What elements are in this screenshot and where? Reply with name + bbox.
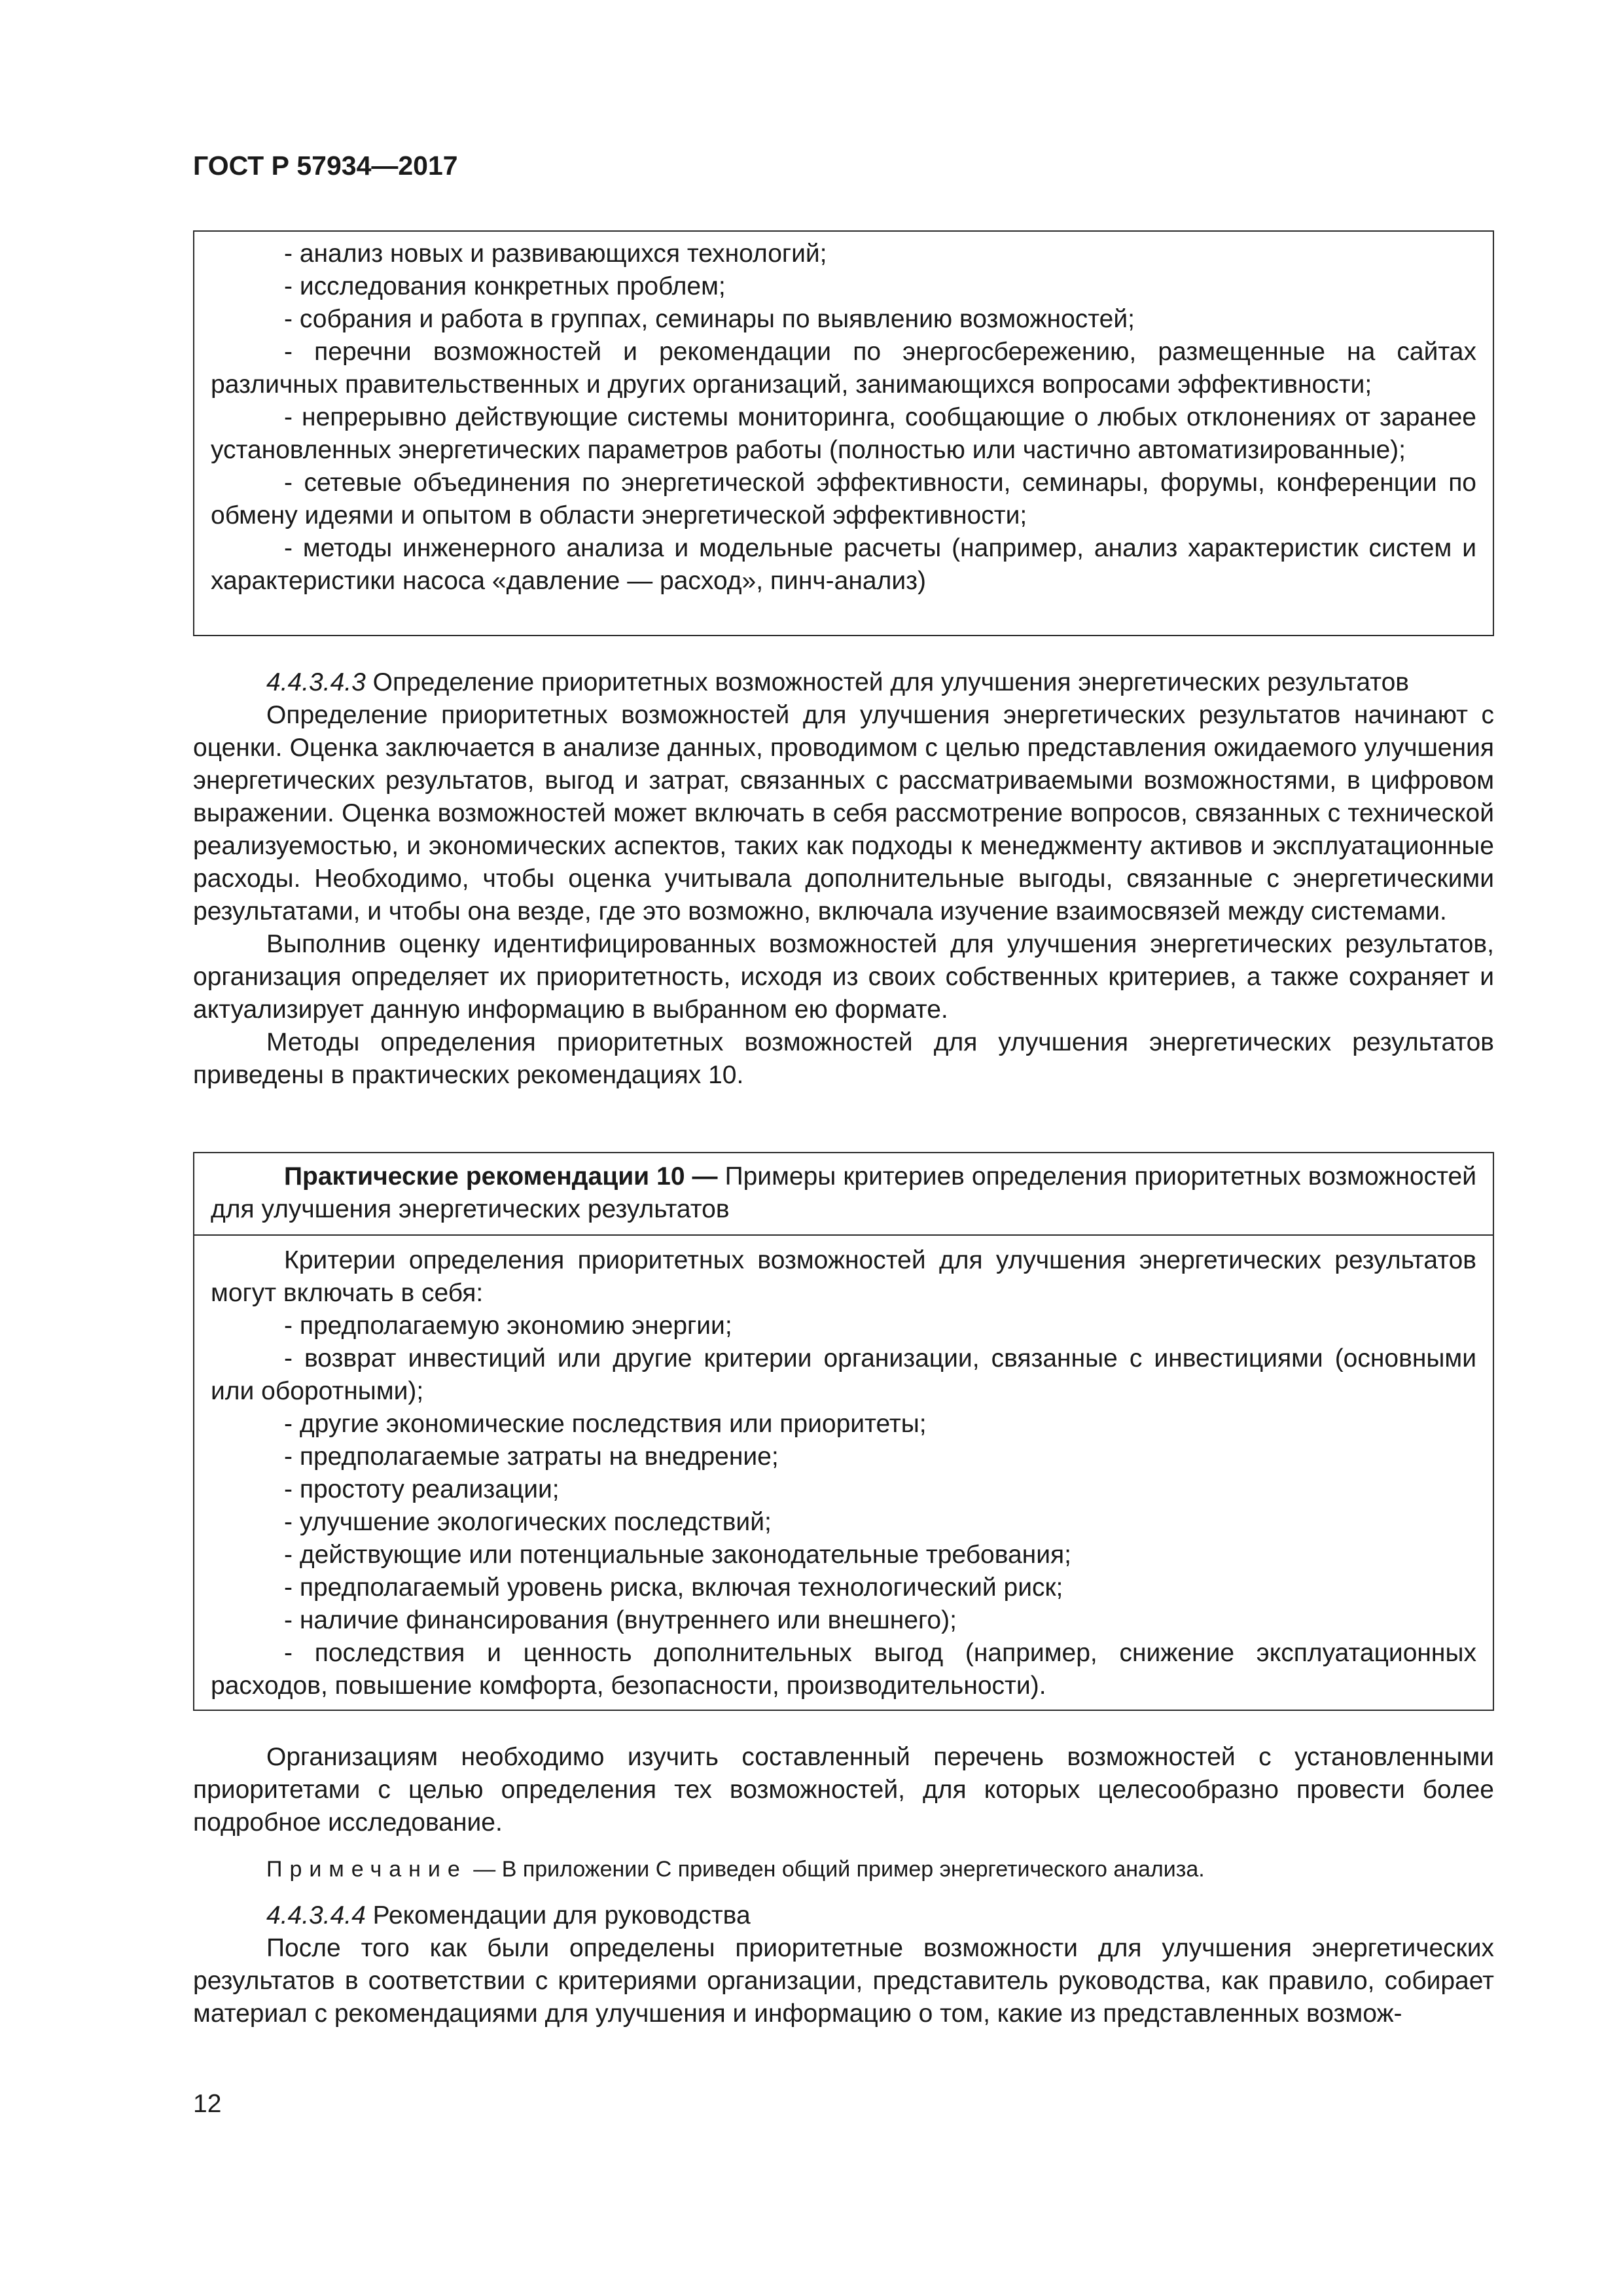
paragraph: Методы определения приоритетных возможностей для улучшения энергетических результатов приведены в практических рекомендациях 10.	[193, 1028, 1494, 1089]
clause-number: 4.4.3.4.3	[266, 668, 366, 696]
recommendations-box-body	[194, 1236, 1493, 1702]
list-item: - сетевые объединения по энергетической эффективности, семинары, форумы, конференции по обмену идеями и опытом в области энергетической эффективности;	[211, 469, 1476, 529]
note-text: — В приложении С приведен общий пример энергетического анализа.	[467, 1857, 1205, 1882]
criteria-item: - возврат инвестиций или другие критерии организации, связанные с инвестициями (основными или оборотными);	[211, 1344, 1476, 1405]
criteria-item: - простоту реализации;	[284, 1475, 560, 1503]
clause-title: Определение приоритетных возможностей для улучшения энергетических результатов	[365, 668, 1410, 696]
recommendations-title-bold: Практические рекомендации 10 —	[284, 1162, 718, 1191]
practical-recommendations-box	[193, 1152, 1494, 1711]
recommendations-box-title	[194, 1153, 1493, 1236]
after-box-section	[193, 1741, 1494, 2030]
clause-4-4-3-4-3	[193, 666, 1494, 1092]
list-item: - методы инженерного анализа и модельные расчеты (например, анализ характеристик систем и характеристики насоса «давление — расход», пинч-анализ)	[211, 534, 1476, 595]
criteria-item: - другие экономические последствия или приоритеты;	[284, 1410, 927, 1438]
recommendations-title	[211, 1160, 1476, 1226]
paragraph: Выполнив оценку идентифицированных возможностей для улучшения энергетических результатов, организация определяет их приоритетность, исходя из своих собственных критериев, а также сохраняет и актуализирует данную информацию в выбранном ею формате.	[193, 930, 1494, 1024]
criteria-intro: Критерии определения приоритетных возможностей для улучшения энергетических результатов могут включать в себя:	[211, 1246, 1476, 1307]
clause-heading	[193, 1899, 1494, 1932]
list-item: - непрерывно действующие системы мониторинга, сообщающие о любых отклонениях от заранее установленных энергетических параметров работы (полностью или частично автоматизированные);	[211, 403, 1476, 464]
paragraph: Определение приоритетных возможностей для улучшения энергетических результатов начинают с оценки. Оценка заключается в анализе данных, проводимом с целью представления ожидаемого улучшения энергетических результатов, выгод и затрат, связанных с рассматриваемыми возможностями, в цифровом выражении. Оценка возможностей может включать в себя рассмотрение вопросов, связанных с технической реализуемостью, и экономических аспектов, таких как подходы к менеджменту активов и эксплуатационные расходы. Необходимо, чтобы оценка учитывала дополнительные выгоды, связанные с энергетическими результатами, и чтобы она везде, где это возможно, включала изучение взаимосвязей между системами.	[193, 701, 1494, 925]
recommendations-title-text: Примеры критериев определения приоритетных возможностей для улучшения энергетических результатов	[211, 1162, 1476, 1223]
criteria-item: - предполагаемые затраты на внедрение;	[284, 1443, 779, 1471]
criteria-item: - действующие или потенциальные законодательные требования;	[284, 1541, 1071, 1569]
list-item: - собрания и работа в группах, семинары по выявлению возможностей;	[284, 305, 1135, 333]
clause-number: 4.4.3.4.4	[266, 1901, 366, 1929]
list-item: - перечни возможностей и рекомендации по энергосбережению, размещенные на сайтах различных правительственных и других организаций, занимающихся вопросами эффективности;	[211, 338, 1476, 399]
clause-title: Рекомендации для руководства	[365, 1901, 751, 1929]
criteria-item: - улучшение экологических последствий;	[284, 1508, 772, 1536]
criteria-item: - наличие финансирования (внутреннего или внешнего);	[284, 1606, 957, 1634]
list-item: - исследования конкретных проблем;	[284, 272, 726, 300]
criteria-item: - последствия и ценность дополнительных выгод (например, снижение эксплуатационных расходов, повышение комфорта, безопасности, производительности).	[211, 1639, 1476, 1700]
paragraph: Организациям необходимо изучить составленный перечень возможностей с установленными приоритетами с целью определения тех возможностей, для которых целесообразно провести более подробное исследование.	[193, 1743, 1494, 1837]
criteria-item: - предполагаемую экономию энергии;	[284, 1312, 732, 1340]
page-number: 12	[193, 2090, 222, 2118]
criteria-item: - предполагаемый уровень риска, включая технологический риск;	[284, 1573, 1063, 1602]
document-code-header: ГОСТ Р 57934—2017	[193, 151, 458, 181]
list-item: - анализ новых и развивающихся технологий;	[284, 240, 827, 268]
paragraph: После того как были определены приоритетные возможности для улучшения энергетических результатов в соответствии с критериями организации, представитель руководства, как правило, собирает материал с рекомендациями для улучшения и информацию о том, какие из представленных возмож-	[193, 1934, 1494, 2028]
methods-list-box	[193, 230, 1494, 636]
note-label: Примечание	[266, 1857, 467, 1882]
note	[193, 1855, 1494, 1884]
clause-heading	[193, 666, 1494, 699]
